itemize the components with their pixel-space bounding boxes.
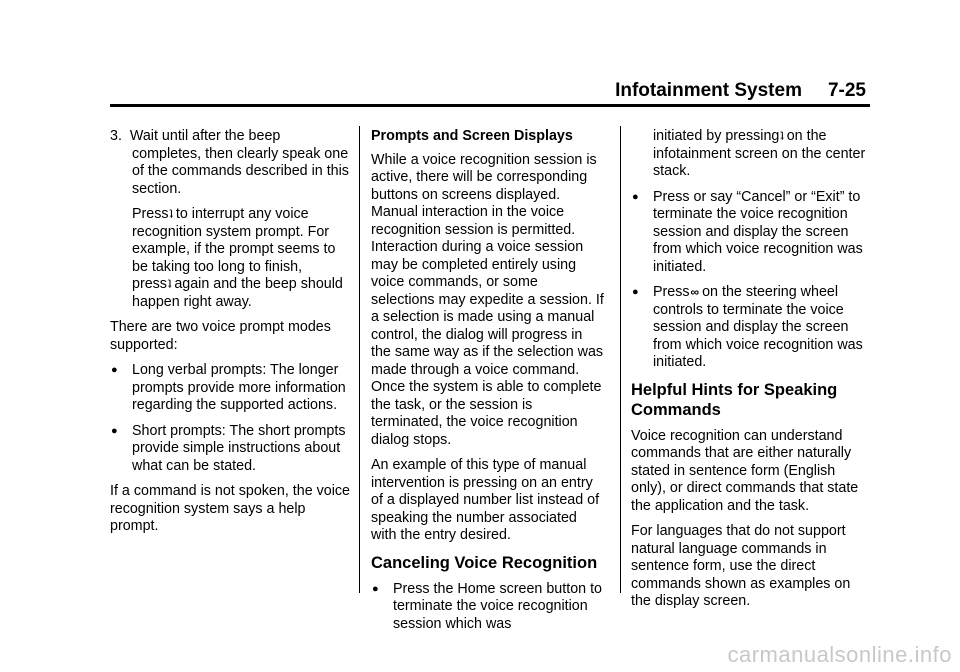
page-header — [0, 80, 866, 102]
bullet-icon: ● — [632, 190, 639, 203]
cont-text-2: on the infotainment screen on the center stack. — [653, 128, 866, 179]
cont-text: initiated by pressing — [653, 128, 780, 144]
bullet-text: Short prompts: The short prompts provide simple instructions about what can be stated. — [132, 422, 346, 474]
voice-button-icon: ʇ — [167, 277, 172, 291]
end-call-icon: ∞ — [690, 285, 700, 299]
bullet-text: on the steering wheel controls to terminate the voice session and display the screen from which voice recognition was initiated. — [653, 284, 863, 370]
voice-button-icon: ʇ — [169, 207, 173, 221]
interrupt-text: to interrupt any voice recognition system prompt. For example, if the prompt seems to be taking too long to finish, — [132, 206, 336, 275]
column-1 — [110, 128, 350, 544]
bullet-long-prompts — [110, 362, 350, 415]
column-divider-2 — [620, 126, 621, 593]
page-number: 7-25 — [827, 80, 866, 101]
step-3-text: Wait until after the beep completes, then clearly speak one of the commands described in this section. — [129, 128, 349, 197]
bullet-text: Press the Home screen button to terminate the voice recognition session which was — [393, 580, 603, 632]
hints-para-2: For languages that do not support natural language commands in sentence form, use the direct commands shown as examples on the display screen. — [631, 523, 851, 609]
press-text: Press — [132, 206, 169, 222]
bullet-icon: ● — [632, 286, 639, 298]
bullet-text: Press or say “Cancel” or “Exit” to terminate the voice recognition session and display the screen from which voice recognition was initiated. — [653, 188, 863, 275]
hints-heading: Helpful Hints for Speaking Commands — [631, 380, 838, 419]
not-spoken-para: If a command is not spoken, the voice recognition system says a help prompt. — [110, 483, 350, 534]
bullet-steering-wheel — [631, 284, 871, 372]
section-title: Infotainment System — [615, 80, 802, 101]
bullet-icon: ● — [111, 424, 118, 437]
prompts-para-1: While a voice recognition session is active, there will be corresponding buttons on screens displayed. Manual interaction in the voice recognition session is permitted. Interaction during a voice session may be completed entirely using voice commands, or some selections may expedite a session. If a selection is made using a manual control, the dialog will progress in the same way as if the selection was made through a voice command. Once the system is able to complete the task, or the session is terminated, the voice recognition dialog stops. — [371, 151, 604, 448]
bullet-icon: ● — [372, 582, 379, 595]
modes-intro: There are two voice prompt modes supported: — [110, 319, 331, 353]
hints-para-1: Voice recognition can understand commands that are either naturally stated in sentence form (English only), or direct commands that state the application and the task. — [631, 427, 859, 514]
bullet-home-continued — [631, 128, 871, 181]
bullet-cancel-exit — [631, 189, 871, 277]
canceling-heading: Canceling Voice Recognition — [371, 553, 598, 572]
press-text: Press — [653, 284, 690, 300]
column-3 — [631, 128, 871, 619]
watermark: carmanualsonline.info — [727, 642, 952, 667]
bullet-short-prompts — [110, 423, 350, 476]
step-3 — [110, 128, 350, 198]
prompts-subheading: Prompts and Screen Displays — [371, 128, 573, 144]
prompts-para-2: An example of this type of manual intervention is pressing on an entry of a displayed number list instead of speaking the number associated with the entry desired. — [371, 457, 600, 543]
beep-text: again and the beep should happen right away. — [132, 276, 343, 310]
bullet-home-button — [371, 581, 605, 634]
press-again-text: press — [132, 276, 167, 292]
bullet-text: Long verbal prompts: The longer prompts provide more information regarding the supported actions. — [132, 362, 346, 413]
column-2 — [371, 128, 605, 641]
step-3-press-note — [110, 206, 350, 311]
voice-button-icon: ʇ — [780, 129, 784, 143]
header-rule — [110, 104, 870, 107]
step-number: 3. — [110, 128, 122, 144]
bullet-icon: ● — [111, 364, 118, 376]
column-divider-1 — [359, 126, 360, 593]
